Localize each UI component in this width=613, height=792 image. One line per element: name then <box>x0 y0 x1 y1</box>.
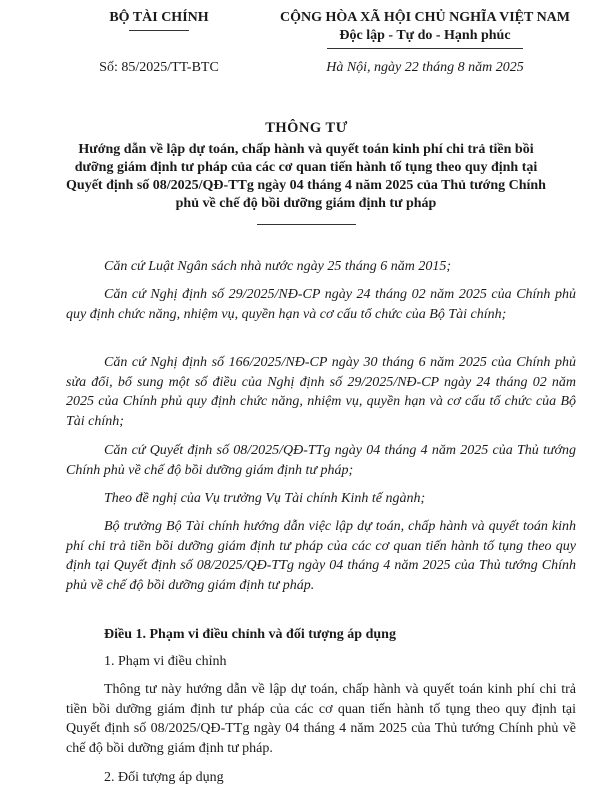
national-header-block <box>252 9 598 49</box>
article-1-heading: Điều 1. Phạm vi điều chỉnh và đối tượng áp dụng <box>104 627 396 642</box>
preamble-item: Căn cứ Nghị định số 29/2025/NĐ-CP ngày 24 tháng 02 năm 2025 của Chính phủ quy định chức năng, nhiệm vụ, quyền hạn và cơ cấu tổ chức của Bộ Tài chính; <box>66 287 576 322</box>
issuing-agency-block <box>66 9 252 31</box>
article-1-item-1: 1. Phạm vi điều chỉnh <box>104 654 227 669</box>
document-subtitle: Hướng dẫn về lập dự toán, chấp hành và quyết toán kinh phí chi trả tiền bồi dưỡng giám định tư pháp của các cơ quan tiến hành tố tụng theo quy định tại Quyết định số 08/2025/QĐ-TTg ngày 04 tháng 4 năm 2025 của Thủ tướng Chính phủ về chế độ bồi dưỡng giám định tư pháp <box>66 142 546 211</box>
preamble-item: Căn cứ Nghị định số 166/2025/NĐ-CP ngày 30 tháng 6 năm 2025 của Chính phủ sửa đổi, bổ sung một số điều của Nghị định số 29/2025/NĐ-CP ngày 24 tháng 02 năm 2025 của Chính phủ quy định chức năng, nhiệm vụ, quyền hạn và cơ cấu tổ chức của Bộ Tài chính; <box>66 355 576 429</box>
place-and-date: Hà Nội, ngày 22 tháng 8 năm 2025 <box>326 60 524 75</box>
article-1-item-2: 2. Đối tượng áp dụng <box>104 770 224 785</box>
article-1-item-1-text: Thông tư này hướng dẫn về lập dự toán, chấp hành và quyết toán kinh phí chi trả tiền bồi dưỡng giám định tư pháp của các cơ quan tiến hành tố tụng theo quy định tại Quyết định số 08/2025/QĐ-TTg ngày 04 tháng 4 năm 2025 của Thủ tướng Chính phủ về chế độ bồi dưỡng giám định tư pháp. <box>66 682 576 756</box>
title-underline <box>257 224 356 225</box>
document-title: THÔNG TƯ <box>265 120 348 136</box>
document-number: Số: 85/2025/TT-BTC <box>99 60 219 75</box>
agency-underline <box>129 30 189 31</box>
preamble-item: Theo đề nghị của Vụ trưởng Vụ Tài chính Kinh tế ngành; <box>104 491 426 506</box>
motto-underline <box>327 48 523 49</box>
preamble-item: Căn cứ Quyết định số 08/2025/QĐ-TTg ngày 04 tháng 4 năm 2025 của Thủ tướng Chính phủ về chế độ bồi dưỡng giám định tư pháp; <box>66 443 576 478</box>
national-motto: Độc lập - Tự do - Hạnh phúc <box>339 28 511 43</box>
preamble-item: Căn cứ Luật Ngân sách nhà nước ngày 25 tháng 6 năm 2015; <box>104 259 452 274</box>
preamble-item: Bộ trưởng Bộ Tài chính hướng dẫn việc lập dự toán, chấp hành và quyết toán kinh phí chi trả tiền bồi dưỡng giám định tư pháp của các cơ quan tiến hành tố tụng theo quy định tại Quyết định số 08/2025/QĐ-TTg ngày 04 tháng 4 năm 2025 của Thủ tướng Chính phủ về chế độ bồi dưỡng giám định tư pháp. <box>66 519 576 593</box>
country-name: CỘNG HÒA XÃ HỘI CHỦ NGHĨA VIỆT NAM <box>279 10 570 25</box>
issuing-agency: BỘ TÀI CHÍNH <box>109 10 209 25</box>
